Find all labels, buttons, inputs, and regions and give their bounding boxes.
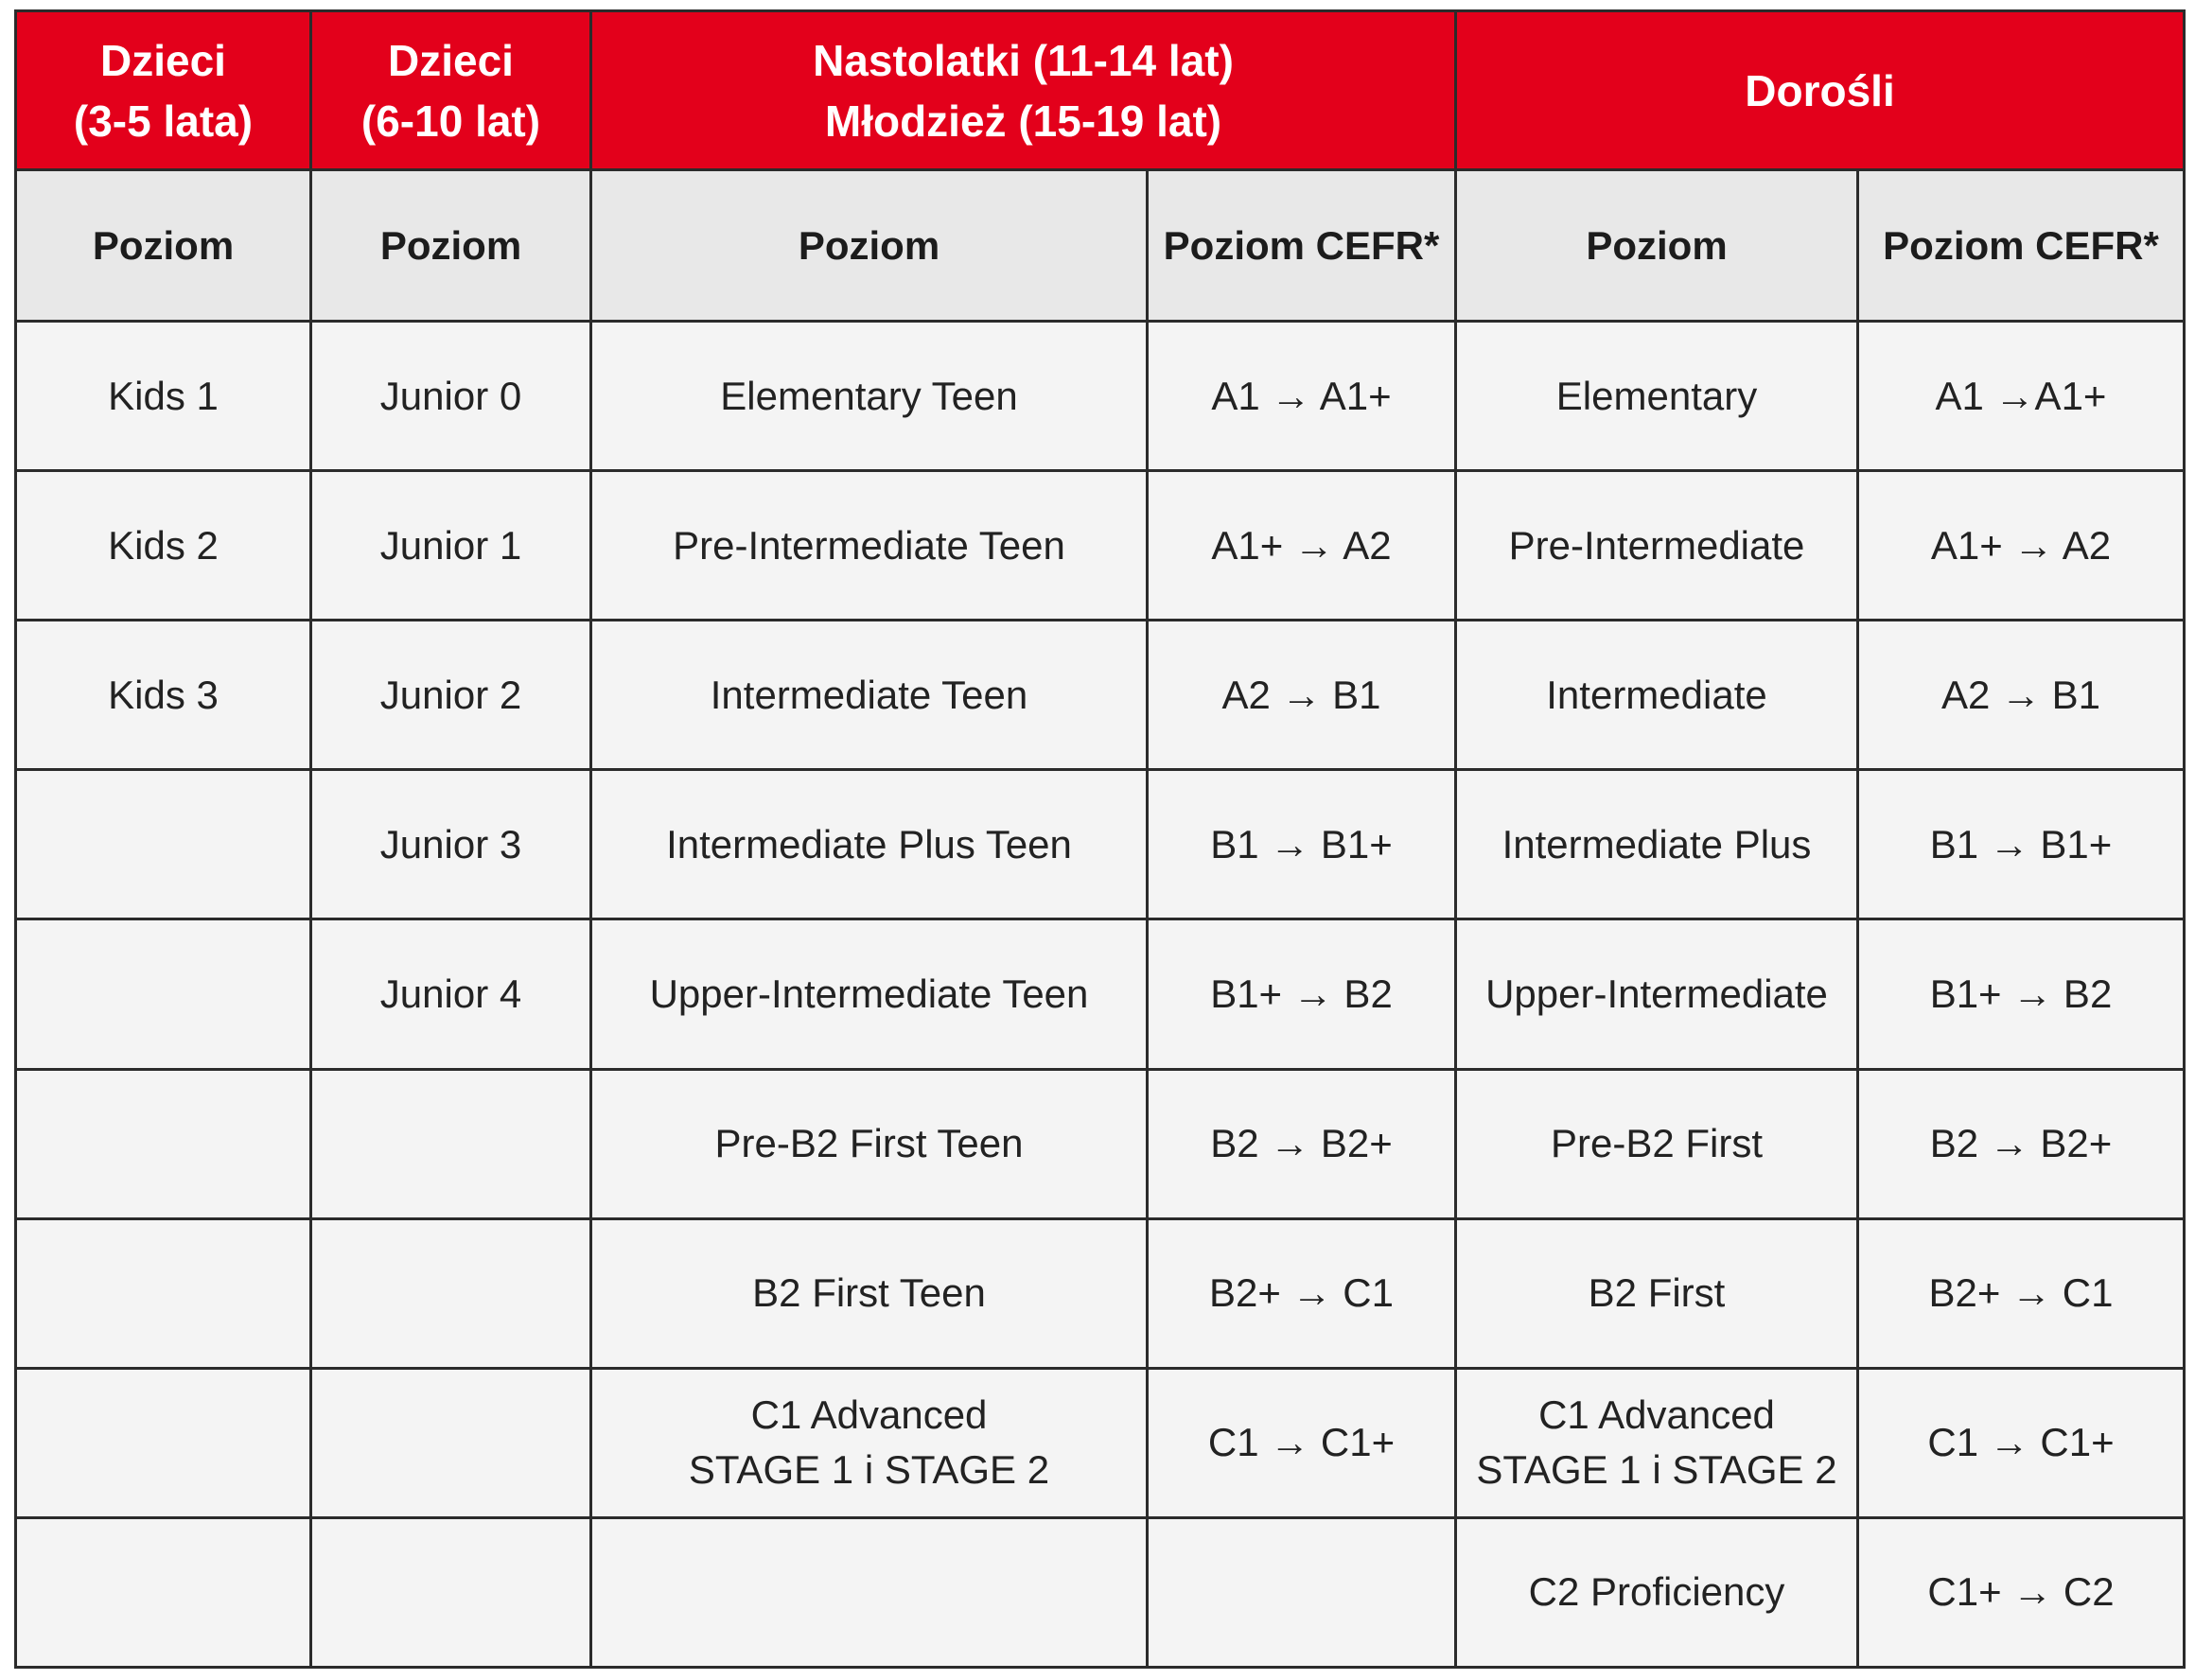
cell-junior-level: [311, 919, 591, 1069]
cell-text-line: B1 → B1+: [1210, 821, 1393, 866]
group-header-line: (3-5 lata): [73, 96, 254, 146]
cell-junior-level: [311, 322, 591, 471]
cell-text-line: A1 →A1+: [1935, 373, 2107, 418]
column-header-level: Poziom: [311, 170, 591, 322]
cell-adult-level: [1456, 1218, 1858, 1368]
group-header-line: Nastolatki (11-14 lat): [813, 35, 1234, 85]
table-row: [16, 919, 2185, 1069]
group-header-adults: [1456, 11, 2185, 170]
cell-text-line: Elementary Teen: [720, 373, 1018, 418]
cell-teen-cefr: [1148, 322, 1456, 471]
column-header-level: Poziom: [591, 170, 1148, 322]
age-group-header-row: [16, 11, 2185, 170]
group-header-kids-6-10: [311, 11, 591, 170]
cell-adult-level: [1456, 1368, 1858, 1517]
table-row: [16, 621, 2185, 770]
cell-text-line: B2 → B2+: [1929, 1121, 2113, 1166]
cell-text-line: B2 → B2+: [1210, 1121, 1393, 1166]
cell-text-line: C1+ → C2: [1927, 1569, 2115, 1615]
cell-junior-level: [311, 621, 591, 770]
cell-teen-level: [591, 919, 1148, 1069]
cell-junior-level: [311, 1218, 591, 1368]
cell-adult-cefr: [1858, 770, 2185, 919]
cell-adult-level: [1456, 621, 1858, 770]
cell-kids-level: [16, 1069, 311, 1218]
group-header-line: Dzieci: [388, 35, 514, 85]
cell-junior-level: [311, 1517, 591, 1667]
cell-text-line: Kids 3: [108, 672, 219, 717]
cell-adult-cefr: [1858, 621, 2185, 770]
cell-teen-level: [591, 1368, 1148, 1517]
cell-adult-level: [1456, 919, 1858, 1069]
cell-junior-level: [311, 770, 591, 919]
cell-text-line: A1+ → A2: [1930, 522, 2112, 568]
group-header-teens-youth: [591, 11, 1456, 170]
cell-text-line: Junior 0: [379, 373, 522, 418]
cell-text-line: Pre-B2 First Teen: [714, 1121, 1024, 1166]
cell-text-line: STAGE 1 i STAGE 2: [1476, 1447, 1837, 1493]
cell-teen-level: [591, 621, 1148, 770]
cell-kids-level: [16, 1368, 311, 1517]
table-row: [16, 1517, 2185, 1667]
column-header-level: Poziom: [1456, 170, 1858, 322]
cell-kids-level: [16, 322, 311, 471]
cell-adult-cefr: [1858, 1517, 2185, 1667]
cell-adult-cefr: [1858, 1218, 2185, 1368]
cell-text-line: Junior 1: [379, 522, 522, 568]
cell-kids-level: [16, 919, 311, 1069]
cell-teen-level: [591, 471, 1148, 621]
group-header-kids-3-5: [16, 11, 311, 170]
cell-adult-cefr: [1858, 1368, 2185, 1517]
table-row: [16, 1368, 2185, 1517]
cell-kids-level: [16, 621, 311, 770]
cell-teen-level: [591, 1517, 1148, 1667]
cell-text-line: C1 → C1+: [1927, 1420, 2115, 1465]
cell-text-line: Upper-Intermediate Teen: [649, 971, 1089, 1016]
group-header-line: Dorośli: [1745, 65, 1895, 115]
cell-text-line: C1 → C1+: [1207, 1420, 1396, 1465]
cell-text-line: Pre-Intermediate: [1508, 522, 1805, 568]
cell-text-line: A1+ → A2: [1211, 522, 1392, 568]
group-header-line: Młodzież (15-19 lat): [824, 96, 1222, 146]
cell-junior-level: [311, 471, 591, 621]
cell-teen-cefr: [1148, 471, 1456, 621]
cell-adult-level: [1456, 1517, 1858, 1667]
course-levels-table: [14, 9, 2186, 1669]
cell-text-line: A2 → B1: [1221, 672, 1381, 717]
column-header-row: [16, 170, 2185, 322]
cell-kids-level: [16, 1517, 311, 1667]
cell-adult-level: [1456, 770, 1858, 919]
cell-adult-cefr: [1858, 471, 2185, 621]
group-header-line: Dzieci: [100, 35, 226, 85]
table-row: [16, 1218, 2185, 1368]
cell-text-line: Intermediate Plus: [1501, 821, 1812, 866]
cell-text-line: Kids 2: [108, 522, 219, 568]
cell-text-line: B1+ → B2: [1929, 971, 2113, 1016]
cell-teen-cefr: [1148, 621, 1456, 770]
cell-text-line: B1 → B1+: [1929, 821, 2113, 866]
table-row: [16, 322, 2185, 471]
cell-text-line: Elementary: [1555, 373, 1758, 418]
cell-text-line: Junior 2: [379, 672, 522, 717]
cell-teen-cefr: [1148, 919, 1456, 1069]
cell-text-line: STAGE 1 i STAGE 2: [688, 1447, 1050, 1493]
cell-teen-cefr: [1148, 1517, 1456, 1667]
cell-adult-cefr: [1858, 322, 2185, 471]
cell-teen-cefr: [1148, 1069, 1456, 1218]
cell-kids-level: [16, 1218, 311, 1368]
cell-teen-level: [591, 1218, 1148, 1368]
cell-text-line: B2+ → C1: [1928, 1270, 2114, 1316]
cell-adult-level: [1456, 471, 1858, 621]
cell-teen-level: [591, 1069, 1148, 1218]
cell-text-line: B2 First: [1588, 1270, 1726, 1316]
cell-teen-level: [591, 770, 1148, 919]
cell-text-line: Upper-Intermediate: [1485, 971, 1828, 1016]
cell-adult-level: [1456, 322, 1858, 471]
cell-text-line: Junior 3: [379, 821, 522, 866]
cell-text-line: A2 → B1: [1940, 672, 2101, 717]
cell-text-line: C2 Proficiency: [1528, 1569, 1785, 1615]
cell-text-line: B2 First Teen: [752, 1270, 986, 1316]
cell-adult-level: [1456, 1069, 1858, 1218]
cell-text-line: C1 Advanced: [1538, 1392, 1775, 1438]
table-row: [16, 471, 2185, 621]
cell-kids-level: [16, 770, 311, 919]
cell-adult-cefr: [1858, 1069, 2185, 1218]
column-header-level: Poziom: [16, 170, 311, 322]
cell-text-line: Pre-B2 First: [1550, 1121, 1764, 1166]
cell-kids-level: [16, 471, 311, 621]
cell-text-line: Intermediate Teen: [710, 672, 1028, 717]
cell-text-line: B1+ → B2: [1210, 971, 1393, 1016]
cell-junior-level: [311, 1368, 591, 1517]
column-header-cefr: Poziom CEFR*: [1858, 170, 2185, 322]
table-row: [16, 1069, 2185, 1218]
cell-text-line: A1 → A1+: [1211, 373, 1392, 418]
cell-teen-level: [591, 322, 1148, 471]
column-header-cefr: Poziom CEFR*: [1148, 170, 1456, 322]
cell-text-line: C1 Advanced: [750, 1392, 988, 1438]
cell-text-line: Intermediate Plus Teen: [666, 821, 1072, 866]
cell-junior-level: [311, 1069, 591, 1218]
cell-text-line: Kids 1: [108, 373, 219, 418]
cell-text-line: Pre-Intermediate Teen: [673, 522, 1065, 568]
cell-text-line: Junior 4: [379, 971, 522, 1016]
cell-teen-cefr: [1148, 1218, 1456, 1368]
cell-adult-cefr: [1858, 919, 2185, 1069]
table-row: [16, 770, 2185, 919]
cell-teen-cefr: [1148, 1368, 1456, 1517]
cell-teen-cefr: [1148, 770, 1456, 919]
group-header-line: (6-10 lat): [360, 96, 541, 146]
cell-text-line: B2+ → C1: [1209, 1270, 1394, 1316]
table-body: [16, 322, 2185, 1668]
cell-text-line: Intermediate: [1546, 672, 1767, 717]
